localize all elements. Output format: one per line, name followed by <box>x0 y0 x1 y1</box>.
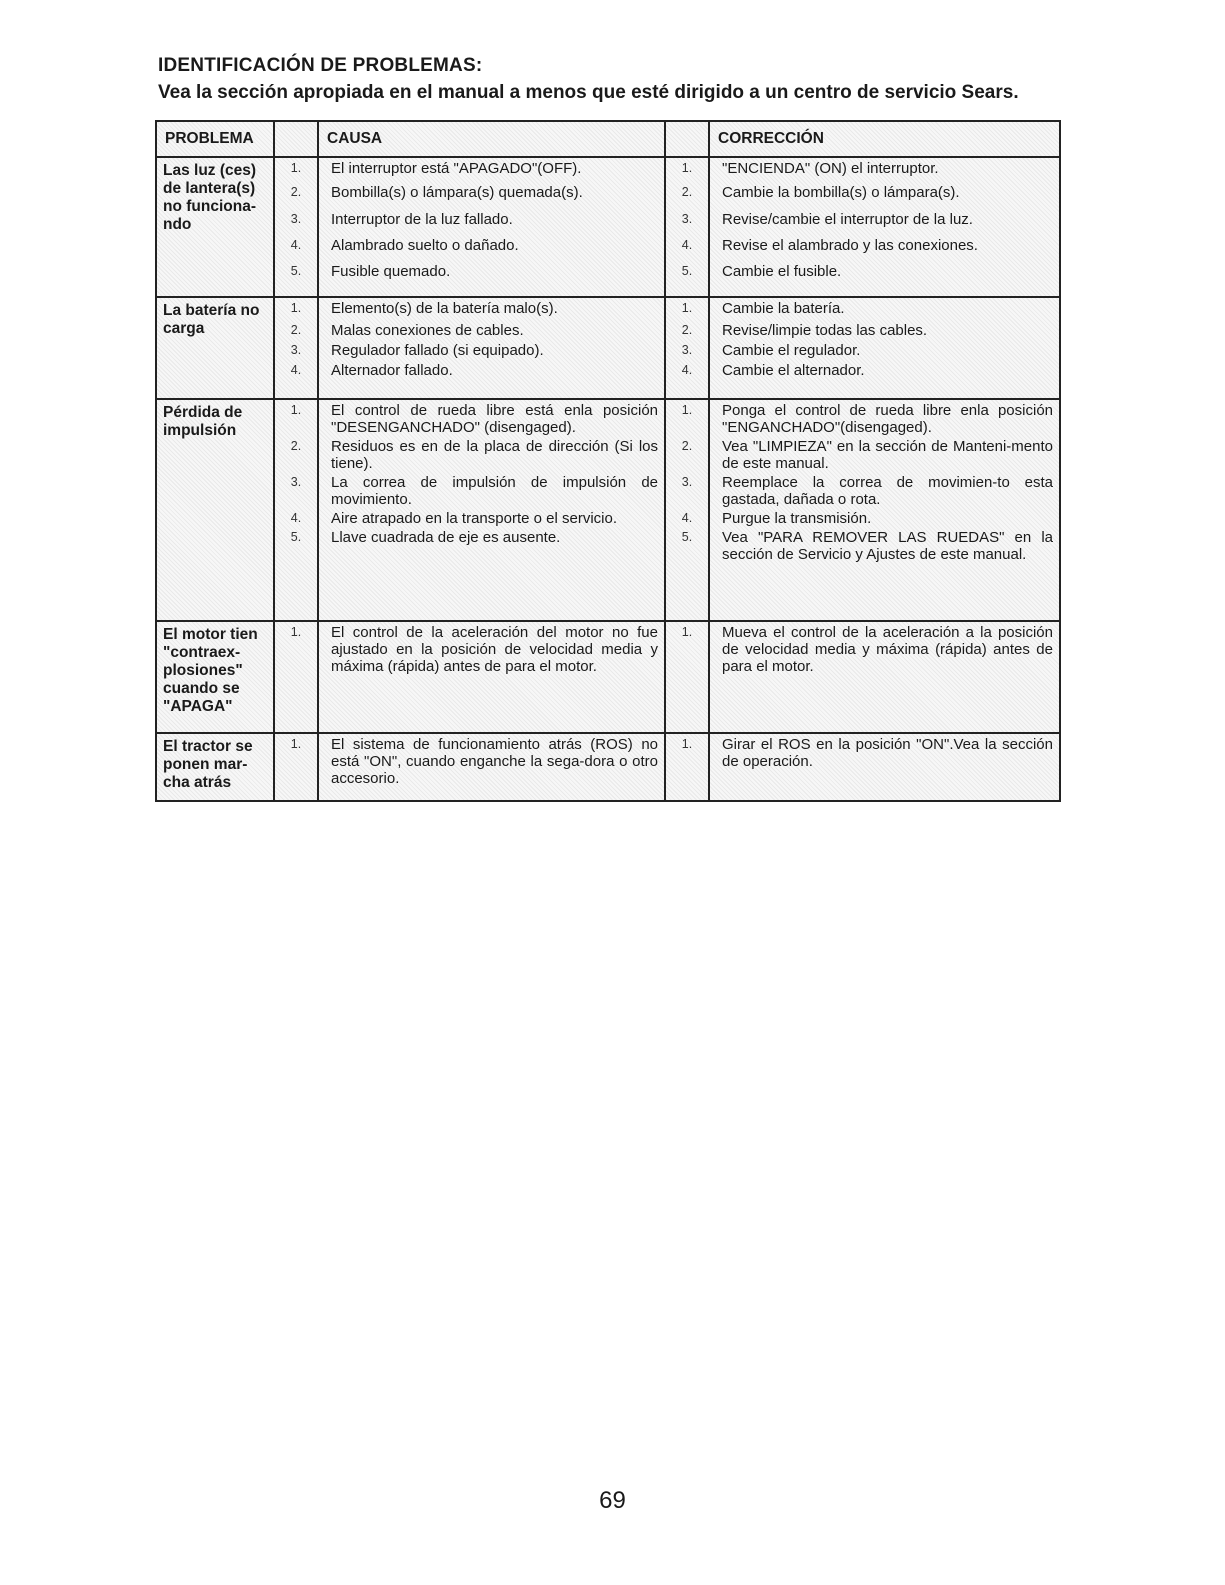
correction-text: Revise el alambrado y las conexiones. <box>722 237 978 254</box>
cause-number: 4. <box>290 238 302 252</box>
correction-text: "ENCIENDA" (ON) el interruptor. <box>722 160 939 177</box>
table-row <box>156 399 1060 621</box>
correction-number: 3. <box>681 475 693 489</box>
cause-cell <box>318 733 665 801</box>
cause-text: El sistema de funcionamiento atrás (ROS) no está "ON", cuando enganche la sega-dora o otro accesorio. <box>331 736 658 787</box>
cause-text: Alternador fallado. <box>331 362 453 379</box>
correction-numbers-cell <box>665 733 709 801</box>
header-cause: CAUSA <box>318 121 665 157</box>
cause-text: Fusible quemado. <box>331 263 451 280</box>
cause-numbers-cell <box>274 297 318 399</box>
header-correction-number <box>665 121 709 157</box>
correction-text: Girar el ROS en la posición "ON".Vea la sección de operación. <box>722 736 1053 770</box>
cause-number: 4. <box>290 511 302 525</box>
correction-cell <box>709 399 1060 621</box>
correction-number: 3. <box>681 212 693 226</box>
cause-number: 1. <box>290 161 302 175</box>
cause-cell <box>318 297 665 399</box>
cause-text: Alambrado suelto o dañado. <box>331 237 519 254</box>
cause-text: El interruptor está "APAGADO"(OFF). <box>331 160 582 177</box>
header-correction: CORRECCIÓN <box>709 121 1060 157</box>
cause-text: Aire atrapado en la transporte o el servicio. <box>331 510 617 527</box>
cause-numbers-cell <box>274 621 318 733</box>
correction-number: 1. <box>681 737 693 751</box>
header-cause-number <box>274 121 318 157</box>
cause-number: 2. <box>290 323 302 337</box>
cause-number: 1. <box>290 403 302 417</box>
correction-number: 1. <box>681 625 693 639</box>
correction-numbers-cell <box>665 157 709 297</box>
cause-number: 2. <box>290 185 302 199</box>
cause-number: 5. <box>290 530 302 544</box>
cause-numbers-cell <box>274 157 318 297</box>
correction-number: 3. <box>681 343 693 357</box>
correction-text: Vea "LIMPIEZA" en la sección de Manteni-mento de este manual. <box>722 438 1053 472</box>
cause-text: El control de la aceleración del motor no fue ajustado en la posición de velocidad media y máxima (rápida) antes de para el motor. <box>331 624 658 675</box>
correction-number: 1. <box>681 161 693 175</box>
cause-numbers-cell <box>274 733 318 801</box>
cause-cell <box>318 621 665 733</box>
correction-text: Cambie el regulador. <box>722 342 861 359</box>
correction-text: Mueva el control de la aceleración a la posición de velocidad media y máxima (rápida) antes de para el motor. <box>722 624 1053 675</box>
header-problem: PROBLEMA <box>156 121 274 157</box>
correction-text: Ponga el control de rueda libre enla posición "ENGANCHADO"(disengaged). <box>722 402 1053 436</box>
table-row <box>156 733 1060 801</box>
correction-text: Revise/limpie todas las cables. <box>722 322 928 339</box>
cause-text: Bombilla(s) o lámpara(s) quemada(s). <box>331 184 583 201</box>
correction-text: Vea "PARA REMOVER LAS RUEDAS" en la sección de Servicio y Ajustes de este manual. <box>722 529 1053 563</box>
table-body <box>156 157 1060 801</box>
cause-cell <box>318 157 665 297</box>
cause-text: Interruptor de la luz fallado. <box>331 211 513 228</box>
correction-text: Cambie el fusible. <box>722 263 842 280</box>
correction-number: 2. <box>681 185 693 199</box>
correction-number: 4. <box>681 511 693 525</box>
correction-cell <box>709 733 1060 801</box>
cause-text: Elemento(s) de la batería malo(s). <box>331 300 558 317</box>
problem-cell: Las luz (ces) de lantera(s) no funciona-ndo <box>156 157 274 297</box>
correction-number: 2. <box>681 439 693 453</box>
table-row <box>156 157 1060 297</box>
cause-number: 1. <box>290 737 302 751</box>
correction-number: 4. <box>681 363 693 377</box>
correction-text: Cambie la bombilla(s) o lámpara(s). <box>722 184 960 201</box>
cause-number: 1. <box>290 301 302 315</box>
table-header-row <box>156 121 1060 157</box>
cause-text: Llave cuadrada de eje es ausente. <box>331 529 561 546</box>
correction-cell <box>709 297 1060 399</box>
troubleshooting-table <box>155 120 1061 802</box>
correction-text: Cambie la batería. <box>722 300 845 317</box>
page-subheading: Vea la sección apropiada en el manual a menos que esté dirigido a un centro de servicio Sears. <box>158 82 1019 103</box>
correction-text: Cambie el alternador. <box>722 362 865 379</box>
correction-text: Purgue la transmisión. <box>722 510 872 527</box>
cause-text: La correa de impulsión de impulsión de movimiento. <box>331 474 658 508</box>
cause-number: 3. <box>290 475 302 489</box>
table-row <box>156 297 1060 399</box>
correction-cell <box>709 621 1060 733</box>
cause-text: Malas conexiones de cables. <box>331 322 524 339</box>
correction-number: 5. <box>681 264 693 278</box>
correction-number: 2. <box>681 323 693 337</box>
problem-cell: La batería no carga <box>156 297 274 399</box>
cause-cell <box>318 399 665 621</box>
page-heading: IDENTIFICACIÓN DE PROBLEMAS: <box>158 55 483 76</box>
correction-numbers-cell <box>665 297 709 399</box>
cause-numbers-cell <box>274 399 318 621</box>
cause-number: 5. <box>290 264 302 278</box>
problem-cell: El motor tien "contraex-plosiones" cuando se "APAGA" <box>156 621 274 733</box>
cause-text: Residuos es en de la placa de dirección (Si los tiene). <box>331 438 658 472</box>
correction-number: 1. <box>681 301 693 315</box>
cause-number: 1. <box>290 625 302 639</box>
correction-numbers-cell <box>665 399 709 621</box>
page-number: 69 <box>599 1487 626 1514</box>
cause-text: El control de rueda libre está enla posición "DESENGANCHADO" (disengaged). <box>331 402 658 436</box>
correction-text: Revise/cambie el interruptor de la luz. <box>722 211 973 228</box>
cause-text: Regulador fallado (si equipado). <box>331 342 544 359</box>
cause-number: 3. <box>290 343 302 357</box>
correction-numbers-cell <box>665 621 709 733</box>
cause-number: 2. <box>290 439 302 453</box>
correction-number: 4. <box>681 238 693 252</box>
problem-cell: El tractor se ponen mar-cha atrás <box>156 733 274 801</box>
correction-number: 1. <box>681 403 693 417</box>
cause-number: 3. <box>290 212 302 226</box>
cause-number: 4. <box>290 363 302 377</box>
correction-number: 5. <box>681 530 693 544</box>
correction-cell <box>709 157 1060 297</box>
table-row <box>156 621 1060 733</box>
correction-text: Reemplace la correa de movimien-to esta gastada, dañada o rota. <box>722 474 1053 508</box>
problem-cell: Pérdida de impulsión <box>156 399 274 621</box>
